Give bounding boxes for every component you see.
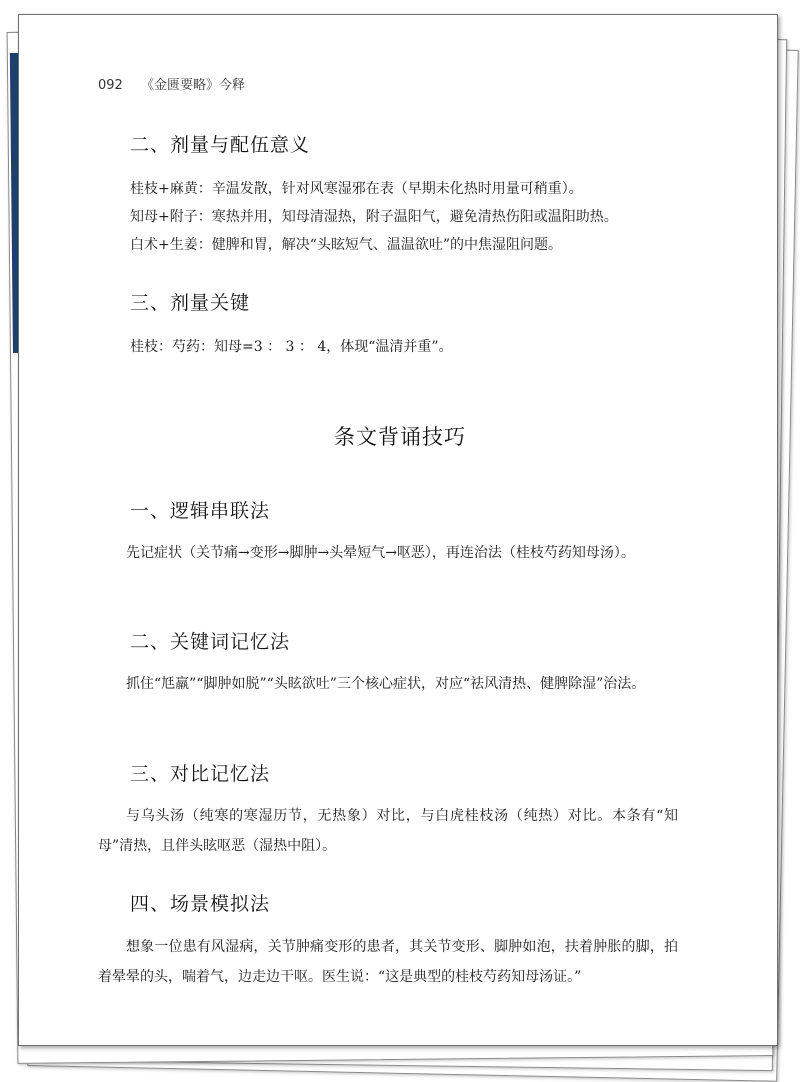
method-heading: 四、场景模拟法 [130,893,271,915]
method-heading: 三、对比记忆法 [130,763,271,785]
key-ratio-line: 桂枝：芍药：知母=3 ： 3 ： 4，体现“温清并重”。 [130,339,453,355]
section-heading-key: 三、剂量关键 [130,292,251,314]
dosage-line: 白术+生姜：健脾和胃，解决“头眩短气、温温欲吐”的中焦湿阻问题。 [130,237,563,253]
chapter-title: 条文背诵技巧 [334,425,466,449]
section-heading-dosage: 二、剂量与配伍意义 [130,134,311,156]
book-title: 《金匮要略》今释 [140,78,245,93]
method-heading: 一、逻辑串联法 [130,500,271,522]
dosage-line: 知母+附子：寒热并用，知母清湿热，附子温阳气，避免清热伤阳或温阳助热。 [130,209,618,225]
method-text: 与乌头汤（纯寒的寒湿历节，无热象）对比，与白虎桂枝汤（纯热）对比。本条有“知母”清热，且伴头眩呕恶（湿热中阻）。 [98,808,678,854]
running-header [98,74,245,93]
method-text: 先记症状（关节痛→变形→脚肿→头晕短气→呕恶），再连治法（桂枝芍药知母汤）。 [126,545,635,561]
method-heading: 二、关键词记忆法 [130,631,291,653]
page-number: 092 [98,78,123,93]
dosage-line: 桂枝+麻黄：辛温发散，针对风寒湿邪在表（早期未化热时用量可稍重）。 [130,181,583,197]
method-text: 抓住“尪羸”“脚肿如脱”“头眩欲吐”三个核心症状，对应“祛风清热、健脾除湿”治法。 [126,676,646,692]
method-text: 想象一位患有风湿病，关节肿痛变形的患者，其关节变形、脚肿如泡，扶着肿胀的脚，拍着晕晕的头，喘着气，边走边干呕。医生说：“这是典型的桂枝芍药知母汤证。” [98,939,678,985]
